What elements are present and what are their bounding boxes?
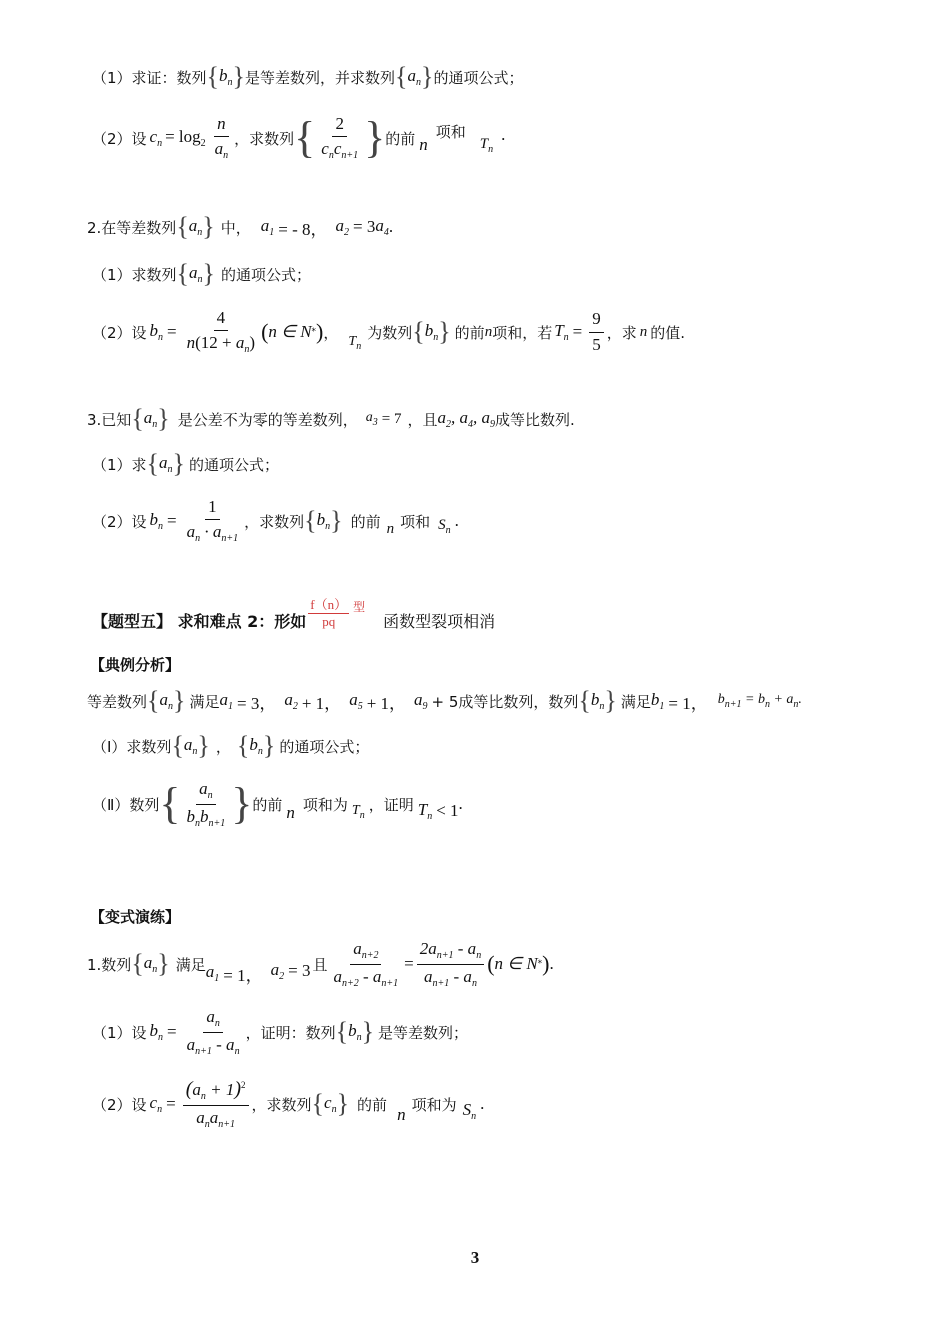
math-cn: $c_n$ (149, 127, 163, 149)
p3-q1-tail: 的通项公式； (189, 455, 280, 474)
p2-q2-lead: （2）设 (92, 323, 147, 342)
frac-cn: $\frac{(a_n + 1)^2}{a_na_{n+1}}$ (183, 1077, 249, 1131)
frac-variant-rhs: $\frac{2a_{n+1} - a_n}{a_{n+1} - a_n}$ (417, 939, 484, 990)
p3-a3: = 7 (381, 410, 402, 427)
example-q2: （Ⅱ）数列 { $\frac{a_n}{b_nb_{n+1}}$ } 的前 n 项和为 $T_n$ ，证明 $T_n$ < 1 . (92, 778, 463, 829)
p3-head-line: 3.已知 { $a_n$ } 是公差不为零的等差数列， $a_3$ = 7 ，且 $a_2$, $a_4$, $a_9$ 成等比数列. (87, 404, 575, 433)
p1-q1-mid: 是等差数列，并求数列 (245, 68, 396, 87)
p2-a1: = - 8， (278, 219, 328, 239)
p1-q1-line: （1）求证：数列 { $b_n$ } 是等差数列，并求数列 { $a_n$ } 的通项公式； (92, 62, 524, 91)
variant-q1: （1）设 $b_n$ = $\frac{a_n}{a_{n+1} - a_n}$ ，证明：数列 { $b_n$ } 是等差数列； (92, 1006, 469, 1057)
p3-mid2: ，且 (407, 410, 438, 429)
frac-1-over: $\frac{1}{a_n \cdot a_{n+1}}$ (186, 496, 239, 545)
example-q1: （Ⅰ）求数列 { $a_n$ } ， { $b_n$ } 的通项公式； (92, 731, 370, 760)
p1-q2-mid: ，求数列 (234, 129, 295, 148)
p3-q1-line: （1）求 { $a_n$ } 的通项公式； (92, 449, 280, 478)
p2-mid: 中， (220, 218, 251, 237)
brace-left: { (206, 62, 220, 91)
math-an: $a_n$ (407, 66, 422, 88)
p3-head: 3.已知 (87, 410, 132, 429)
p1-q1-lead: （1）求证：数列 (92, 68, 207, 87)
p2-q2-mid3: 项和，若 (492, 323, 553, 342)
frac-an-over-bb: $\frac{a_n}{b_nb_{n+1}}$ (186, 778, 226, 829)
p3-q2-lead: （2）设 (92, 512, 147, 531)
p2-q2-tail1: ，求 (606, 323, 637, 342)
p2-a2: = 3 (353, 217, 376, 236)
p3-mid3: 成等比数列. (495, 410, 575, 429)
brace-right: } (232, 62, 246, 91)
section5-title-tail: 函数型裂项相消 (383, 611, 496, 631)
variant-header: 【变式演练】 (90, 907, 181, 926)
p3-q2-line: （2）设 $b_n$ = $\frac{1}{a_n \cdot a_{n+1}}$ ，求数列 { $b_n$ } 的前 n 项和 $S_n$ . (92, 496, 459, 545)
example-l1: 等差数列 { $a_n$ } 满足 $a_1$ = 3， $a_2$ + 1， $a_5$ + 1， $a_9$ + 5成等比数列，数列 { $b_n$ } 满足 $b_1$ = 1， $b_{n+1} = b_n + a_n$. (87, 686, 802, 715)
p1-q2-line: （2）设 $c_n$ = $\log_2$ $\frac{n}{a_n}$ ，求数列 { $\frac{2}{c_nc_{n+1}}$ } 的前 n 项和 $T_n$ . (92, 113, 506, 162)
p1-q2-lead: （2）设 (92, 129, 147, 148)
p3-q2-mid2: 的前 (350, 512, 381, 531)
p1-q1-tail: 的通项公式； (433, 68, 524, 87)
p2-q2-tail2: 的值. (650, 323, 686, 342)
p2-q1-line: （1）求数列 { $a_n$ } 的通项公式； (92, 259, 312, 288)
frac-9-5: $\frac{9}{5}$ (589, 309, 604, 355)
frac-4-over: $\frac{4}{n(12 + a_n)}$ (186, 307, 256, 356)
page-number: 3 (470, 1248, 480, 1267)
variant-l1: 1.数列 { $a_n$ } 满足 $a_1$ = 1， $a_2$ = 3 且 $\frac{a_{n+2}}{a_{n+2} - a_{n+1}}$ = $\frac{2a_{n+1} - a_n}{a_{n+1} - a_n}$ ( n ∈ N * ) . (87, 938, 554, 989)
section5-title-line: 【题型五】 求和难点 2：形如 f（n） pq 型 函数型裂项相消 (92, 592, 495, 648)
p2-q1: （1）求数列 (92, 265, 177, 284)
p2-q2-mid: 为数列 (367, 323, 413, 342)
p1-q2-tail1: 的前 (385, 129, 416, 148)
section5-title: 【题型五】 求和难点 2：形如 (92, 611, 307, 631)
p2-head: 2.在等差数列 (87, 218, 177, 237)
p2-q2-line: （2）设 $b_n$ = $\frac{4}{n(12 + a_n)}$ ( n ∈ N * ) ， $T_n$ 为数列 { $b_n$ } 的前 n 项和，若 $T_n$ = $\frac{9}{5}$ ，求 n 的值. (92, 307, 686, 356)
p1-q2-tail2: 项和 (435, 122, 466, 141)
p2-q1-tail: 的通项公式； (221, 265, 312, 284)
p2-head-line: 2.在等差数列 { $a_n$ } 中， $a_1$ = - 8， $a_2$ = 3 $a_4$ . (87, 212, 394, 241)
frac-bn: $\frac{a_n}{a_{n+1} - a_n}$ (186, 1006, 240, 1057)
section5-frac: f（n） pq (308, 594, 349, 630)
frac-2-over-cc: $\frac{2}{c_nc_{n+1}}$ (321, 113, 359, 162)
variant-q2: （2）设 $c_n$ = $\frac{(a_n + 1)^2}{a_na_{n+1}}$ ，求数列 { $c_n$ } 的前 n 项和为 $S_n$ . (92, 1078, 485, 1130)
frac-variant-lhs: $\frac{a_{n+2}}{a_{n+2} - a_{n+1}}$ (333, 938, 399, 989)
frac-n-over-an: $\frac{n}{a_n}$ (214, 113, 229, 162)
p3-mid: 是公差不为零的等差数列， (177, 410, 358, 429)
p3-q1: （1）求 (92, 455, 147, 474)
p3-q2-mid3: 项和 (400, 512, 431, 531)
example-header: 【典例分析】 (90, 655, 181, 674)
math-bn: $b_n$ (219, 66, 233, 88)
p3-q2-mid: ，求数列 (244, 512, 305, 531)
p2-q2-mid2: 的前 (454, 323, 485, 342)
